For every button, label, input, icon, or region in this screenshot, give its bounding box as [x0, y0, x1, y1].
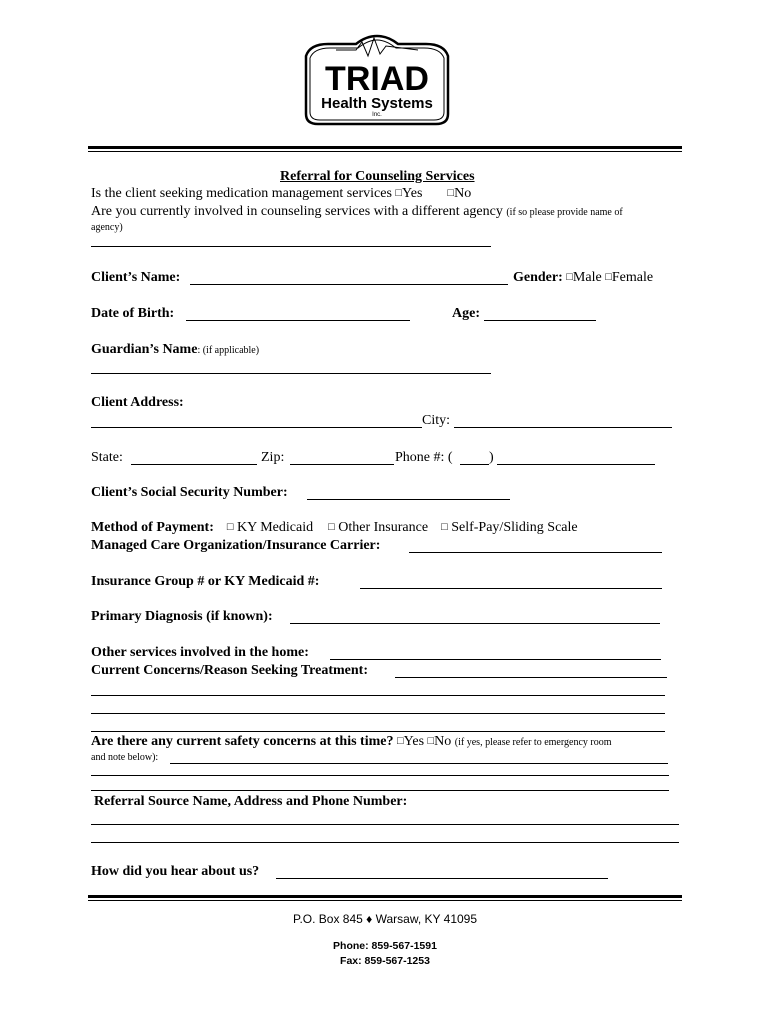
guardian-field[interactable]	[91, 373, 491, 374]
guardian-note: : (if applicable)	[197, 345, 260, 356]
dob-label: Date of Birth:	[91, 306, 175, 321]
address-label: Client Address:	[91, 395, 184, 410]
ssn-label: Client’s Social Security Number:	[91, 485, 288, 500]
age-field[interactable]	[484, 320, 596, 321]
medication-question-text: Is the client seeking medication management services	[91, 186, 392, 201]
insurance-group-label: Insurance Group # or KY Medicaid #:	[91, 574, 320, 589]
hear-label: How did you hear about us?	[91, 864, 260, 879]
mco-field[interactable]	[409, 552, 662, 553]
checkbox-self-pay[interactable]: □	[441, 521, 448, 533]
label-female: Female	[611, 270, 654, 285]
safety-field-3[interactable]	[91, 790, 669, 791]
ssn-field[interactable]	[307, 499, 510, 500]
state-label: State:	[91, 450, 123, 465]
other-services-label: Other services involved in the home:	[91, 645, 309, 660]
checkbox-female[interactable]: □	[605, 271, 612, 283]
mco-label: Managed Care Organization/Insurance Carrier:	[91, 538, 381, 553]
footer-city: Warsaw, KY 41095	[375, 912, 478, 926]
city-field[interactable]	[454, 427, 672, 428]
city-label: City:	[422, 413, 451, 428]
footer-phone: Phone: 859-567-1591	[333, 940, 437, 952]
other-services-field[interactable]	[330, 659, 661, 660]
concerns-field-2[interactable]	[91, 695, 665, 696]
concerns-field-4[interactable]	[91, 731, 665, 732]
phone-paren-close: )	[489, 450, 494, 465]
zip-field[interactable]	[290, 464, 394, 465]
bottom-rule-thick	[88, 895, 682, 898]
safety-field-2[interactable]	[91, 775, 669, 776]
checkbox-safety-yes[interactable]: □	[396, 735, 404, 747]
checkbox-other-insurance[interactable]: □	[328, 521, 335, 533]
checkbox-male[interactable]: □	[566, 271, 573, 283]
logo-inc: Inc.	[372, 112, 382, 118]
insurance-group-field[interactable]	[360, 588, 662, 589]
diamond-icon: ♦	[366, 912, 373, 926]
payment-label: Method of Payment:	[91, 520, 214, 535]
concerns-field-3[interactable]	[91, 713, 665, 714]
address-field[interactable]	[91, 427, 422, 428]
age-label: Age:	[452, 306, 480, 321]
safety-note2: and note below):	[91, 752, 159, 763]
safety-group	[91, 734, 612, 750]
medication-question	[91, 186, 471, 202]
safety-field-1[interactable]	[170, 763, 668, 764]
counseling-question-note2: agency)	[91, 222, 123, 233]
bottom-rule-thin	[88, 900, 682, 901]
checkbox-safety-no[interactable]: □	[427, 735, 435, 747]
hear-field[interactable]	[276, 878, 608, 879]
checkbox-yes[interactable]: □	[395, 187, 403, 199]
label-safety-yes: Yes	[403, 734, 425, 749]
dob-field[interactable]	[186, 320, 410, 321]
client-name-label: Client’s Name:	[91, 270, 181, 285]
logo-sub: Health Systems	[321, 95, 433, 112]
safety-note: (if yes, please refer to emergency room	[454, 737, 612, 748]
counseling-question-text: Are you currently involved in counseling services with a different agency	[91, 204, 503, 219]
counseling-question-note: (if so please provide name of	[506, 207, 623, 218]
triad-logo	[296, 34, 458, 126]
gender-label: Gender:	[513, 270, 563, 285]
label-self-pay: Self-Pay/Sliding Scale	[451, 520, 578, 535]
label-male: Male	[572, 270, 602, 285]
state-field[interactable]	[131, 464, 257, 465]
concerns-label: Current Concerns/Reason Seeking Treatment:	[91, 663, 368, 678]
label-ky-medicaid: KY Medicaid	[237, 520, 314, 535]
label-no: No	[454, 186, 472, 201]
form-title: Referral for Counseling Services	[280, 169, 475, 184]
footer-po-box: P.O. Box 845	[292, 912, 363, 926]
referral-field-2[interactable]	[91, 842, 679, 843]
label-safety-no: No	[434, 734, 452, 749]
footer-address	[0, 912, 770, 926]
concerns-field-1[interactable]	[395, 677, 667, 678]
guardian-label: Guardian’s Name	[91, 342, 198, 357]
label-other-insurance: Other Insurance	[338, 520, 429, 535]
client-name-field[interactable]	[190, 284, 508, 285]
phone-label: Phone #: (	[395, 450, 453, 465]
referral-label: Referral Source Name, Address and Phone Number:	[94, 794, 408, 809]
logo-name: TRIAD	[325, 60, 429, 98]
phone-area-field[interactable]	[460, 464, 489, 465]
top-rule-thick	[88, 146, 682, 149]
referral-field-1[interactable]	[91, 824, 679, 825]
agency-name-field[interactable]	[91, 246, 491, 247]
counseling-question	[91, 204, 623, 220]
guardian-group	[91, 342, 259, 358]
safety-label: Are there any current safety concerns at this time?	[91, 734, 394, 749]
diagnosis-label: Primary Diagnosis (if known):	[91, 609, 273, 624]
phone-number-field[interactable]	[497, 464, 655, 465]
diagnosis-field[interactable]	[290, 623, 660, 624]
checkbox-no[interactable]: □	[447, 187, 455, 199]
zip-label: Zip:	[261, 450, 285, 465]
payment-group	[91, 520, 578, 536]
top-rule-thin	[88, 151, 682, 152]
footer-fax: Fax: 859-567-1253	[340, 955, 430, 967]
checkbox-ky-medicaid[interactable]: □	[226, 521, 234, 533]
gender-group	[513, 270, 653, 286]
label-yes: Yes	[402, 186, 423, 201]
